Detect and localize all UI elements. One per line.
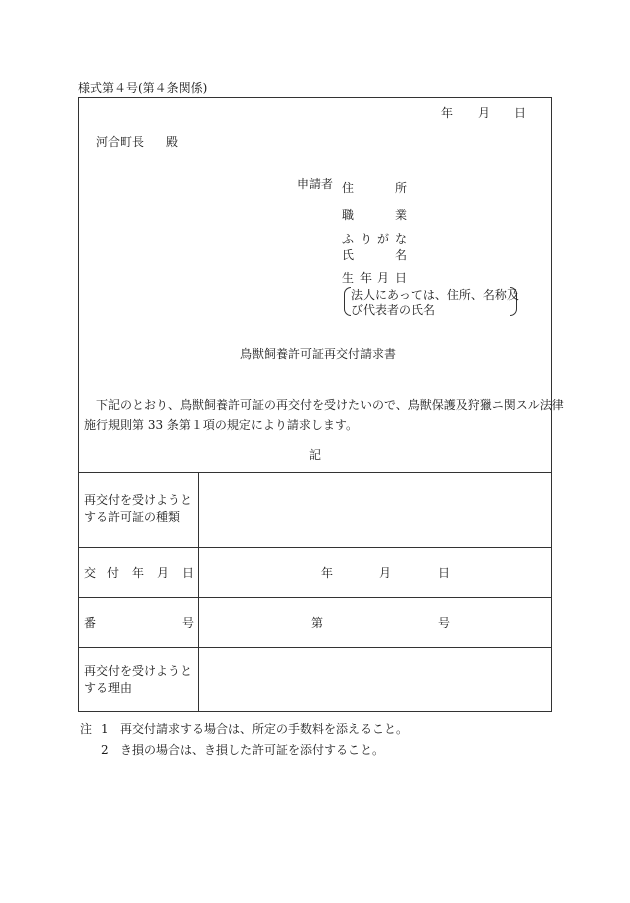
name-label-char: 氏 <box>342 248 355 262</box>
number-suffix: 号 <box>438 616 451 630</box>
birthdate-label-char: 年 <box>360 271 373 285</box>
corporation-note-line2: び代表者の氏名 <box>351 303 436 317</box>
furigana-label-char: り <box>360 232 373 246</box>
issue-date-month: 月 <box>379 566 392 580</box>
body-text-line1: 下記のとおり、鳥獣飼養許可証の再交付を受けたいので、鳥獣保護及狩獵ニ関スル法律 <box>96 398 564 412</box>
document-title: 鳥獣飼養許可証再交付請求書 <box>240 347 397 361</box>
left-bracket <box>344 287 351 316</box>
table-row-divider <box>78 547 552 548</box>
permit-type-label-line2: する許可証の種類 <box>84 510 181 524</box>
issue-date-day: 日 <box>438 566 451 580</box>
permit-type-label-line1: 再交付を受けようと <box>84 493 193 507</box>
note-text: き損の場合は、き損した許可証を添付すること。 <box>120 743 385 757</box>
date-day-label: 日 <box>514 106 527 120</box>
table-column-divider <box>198 472 199 712</box>
applicant-label: 申請者 <box>297 177 334 191</box>
note-number: 1 <box>101 722 109 736</box>
number-prefix: 第 <box>311 616 324 630</box>
notes-prefix: 注 <box>80 722 93 736</box>
address-label-char: 所 <box>395 181 408 195</box>
permit-type-value[interactable] <box>200 474 550 545</box>
issue-date-year: 年 <box>321 566 334 580</box>
date-month-label: 月 <box>478 106 491 120</box>
issue-date-label-char: 日 <box>182 566 195 580</box>
number-label-char: 番 <box>84 616 97 630</box>
furigana-label-char: ふ <box>342 232 355 246</box>
reason-label-line2: する理由 <box>84 681 133 695</box>
date-year-label: 年 <box>441 106 454 120</box>
body-text-line2: 施行規則第 33 条第１項の規定により請求します。 <box>84 418 358 432</box>
table-row-divider <box>78 597 552 598</box>
birthdate-label-char: 月 <box>377 271 390 285</box>
issue-date-label-char: 交 <box>84 566 97 580</box>
addressee-honorific: 殿 <box>166 135 179 149</box>
occupation-label-char: 業 <box>395 208 408 222</box>
issue-date-label-char: 付 <box>107 566 120 580</box>
note-number: 2 <box>101 743 109 757</box>
number-label-char: 号 <box>182 616 195 630</box>
birthdate-label-char: 生 <box>342 271 355 285</box>
furigana-label-char: が <box>377 232 390 246</box>
issue-date-label-char: 年 <box>132 566 145 580</box>
issue-date-label-char: 月 <box>157 566 170 580</box>
form-label: 様式第４号(第４条関係) <box>78 81 208 95</box>
name-label-char: 名 <box>395 248 408 262</box>
occupation-label-char: 職 <box>342 208 355 222</box>
birthdate-label-char: 日 <box>395 271 408 285</box>
table-top-border <box>78 472 552 473</box>
note-text: 再交付請求する場合は、所定の手数料を添えること。 <box>120 722 409 736</box>
corporation-note-line1: 法人にあっては、住所、名称及 <box>351 288 519 302</box>
table-row-divider <box>78 647 552 648</box>
reason-value[interactable] <box>200 649 550 710</box>
furigana-label-char: な <box>395 232 408 246</box>
addressee-name: 河合町長 <box>96 135 145 149</box>
ki-heading: 記 <box>309 448 322 462</box>
address-label-char: 住 <box>342 181 355 195</box>
reason-label-line1: 再交付を受けようと <box>84 664 193 678</box>
